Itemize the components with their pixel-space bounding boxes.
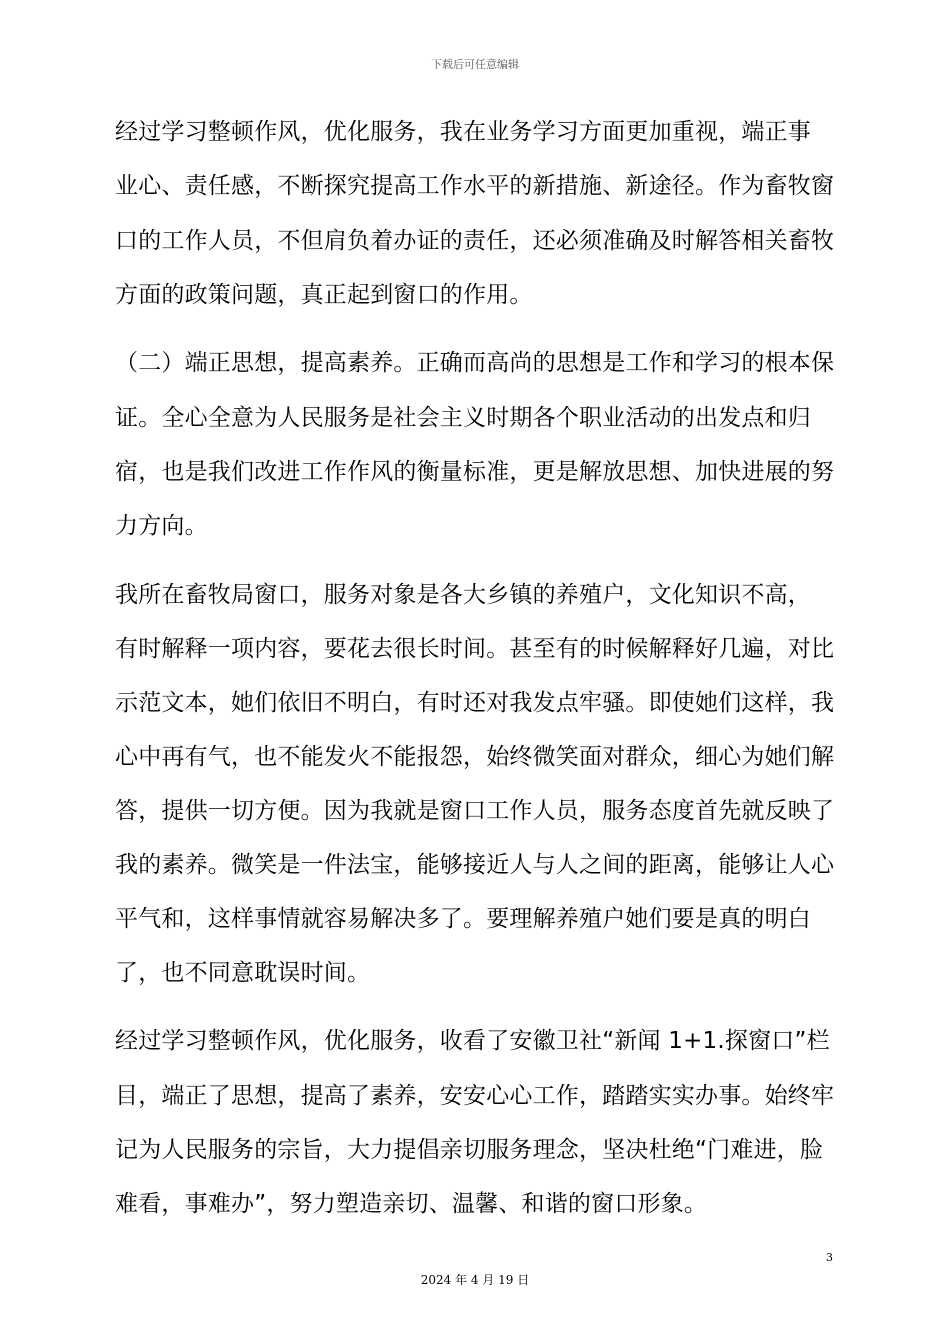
- paragraph-line: 业心、责任感，不断探究提高工作水平的新措施、新途径。作为畜牧窗: [115, 173, 835, 199]
- footer-date: 2024 年 4 月 19 日: [420, 1273, 530, 1287]
- paragraph-line: 示范文本，她们依旧不明白，有时还对我发点牢骚。即使她们这样，我: [115, 690, 835, 716]
- paragraph-line: 力方向。: [115, 513, 208, 539]
- paragraph-line: 宿，也是我们改进工作作风的衡量标准，更是解放思想、加快进展的努: [115, 459, 835, 485]
- paragraph-line: 答，提供一切方便。因为我就是窗口工作人员，服务态度首先就反映了: [115, 798, 835, 824]
- paragraph-line: 难看，事难办”，努力塑造亲切、温馨、和谐的窗口形象。: [115, 1191, 708, 1217]
- paragraph-line: 口的工作人员，不但肩负着办证的责任，还必须准确及时解答相关畜牧: [115, 228, 835, 254]
- paragraph-line: 方面的政策问题，真正起到窗口的作用。: [115, 282, 533, 308]
- paragraph-line: 平气和，这样事情就容易解决多了。要理解养殖户她们要是真的明白: [115, 906, 811, 932]
- paragraph-line: 经过学习整顿作风，优化服务，我在业务学习方面更加重视，端正事: [115, 119, 811, 145]
- paragraph-line: 了，也不同意耽误时间。: [115, 960, 371, 986]
- header-note: 下载后可任意编辑: [431, 58, 519, 71]
- paragraph-line: 我所在畜牧局窗口，服务对象是各大乡镇的养殖户，文化知识不高，: [115, 582, 811, 608]
- paragraph-line: 记为人民服务的宗旨，大力提倡亲切服务理念，坚决杜绝“门难进，脸: [115, 1137, 824, 1163]
- paragraph-line: 目，端正了思想，提高了素养，安安心心工作，踏踏实实办事。始终牢: [115, 1083, 835, 1109]
- paragraph-line: 有时解释一项内容，要花去很长时间。甚至有的时候解释好几遍，对比: [115, 636, 835, 662]
- paragraph-line: 我的素养。微笑是一件法宝，能够接近人与人之间的距离，能够让人心: [115, 852, 835, 878]
- paragraph-line: 证。全心全意为人民服务是社会主义时期各个职业活动的出发点和归: [115, 405, 811, 431]
- page-number: 3: [826, 1251, 833, 1264]
- paragraph-line: 经过学习整顿作风，优化服务，收看了安徽卫社“新闻 1+1.探窗口”栏: [115, 1028, 830, 1054]
- paragraph-line: （二）端正思想，提高素养。正确而高尚的思想是工作和学习的根本保: [115, 350, 835, 376]
- paragraph-line: 心中再有气，也不能发火不能报怨，始终微笑面对群众，细心为她们解: [115, 744, 835, 770]
